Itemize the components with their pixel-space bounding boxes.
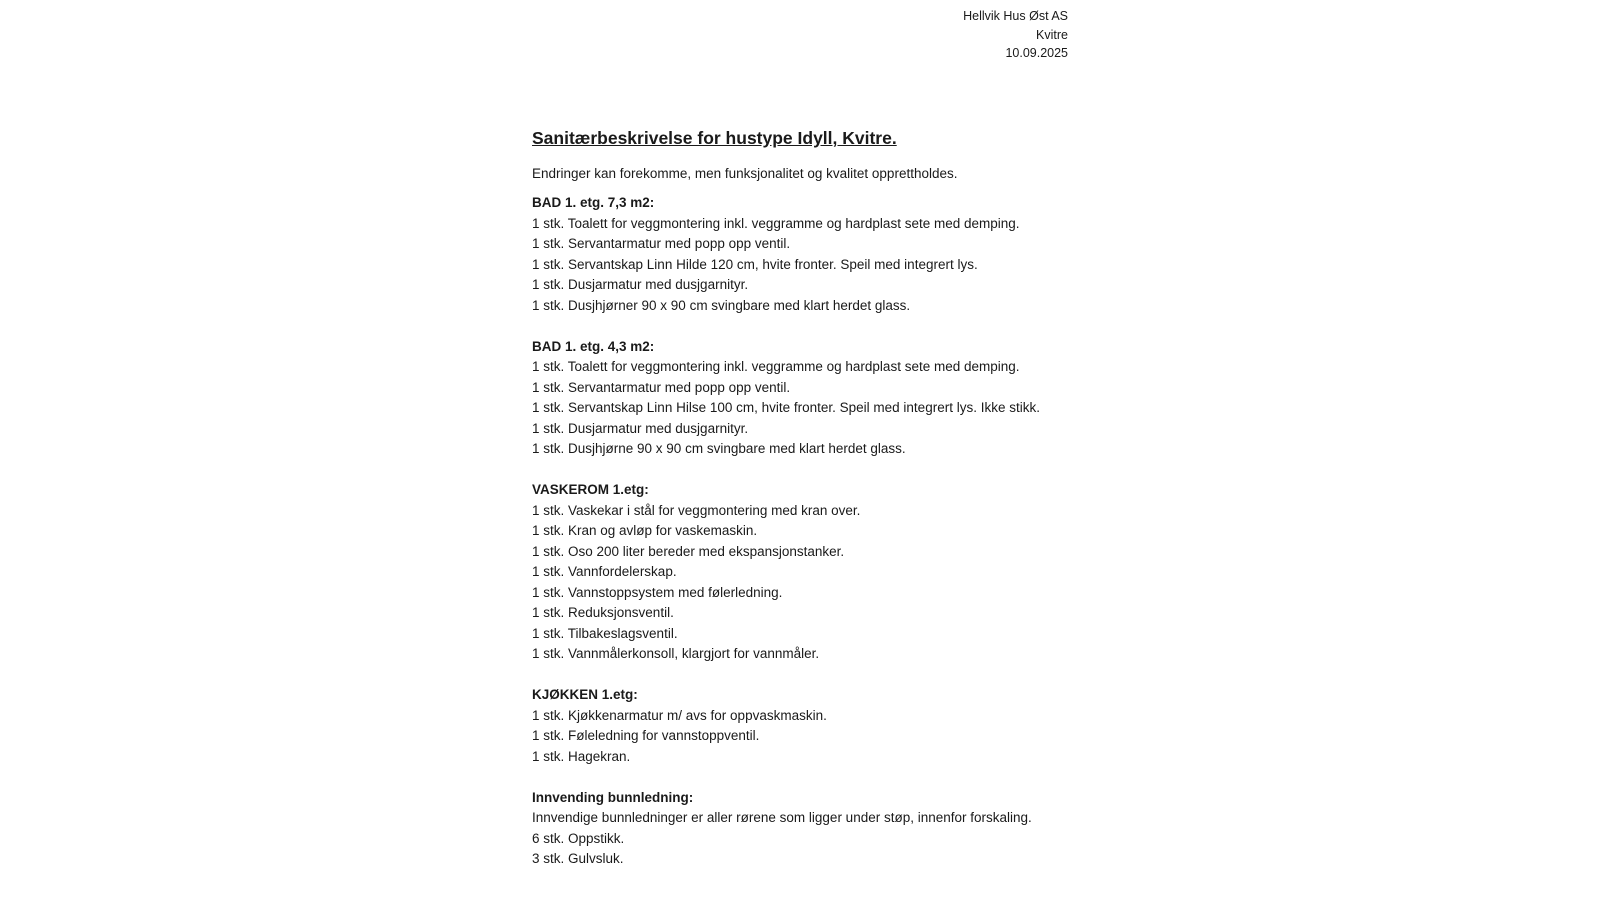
- section-bad-4-3: [532, 337, 1092, 460]
- list-item: 1 stk. Vaskekar i stål for veggmontering med kran over.: [532, 502, 861, 518]
- list-item: 1 stk. Vannmålerkonsoll, klargjort for vannmåler.: [532, 646, 820, 661]
- project-name: Kvitre: [1036, 27, 1068, 42]
- list-item: 6 stk. Oppstikk.: [532, 830, 625, 846]
- section-kjokken: [532, 685, 1092, 767]
- section-bunnledning: [532, 788, 1092, 870]
- document-title: Sanitærbeskrivelse for hustype Idyll, Kvitre.: [532, 128, 897, 148]
- letterhead: [963, 7, 1068, 63]
- section-heading: Innvending bunnledning:: [532, 789, 694, 805]
- company-name: Hellvik Hus Øst AS: [963, 9, 1068, 23]
- section-heading: VASKEROM 1.etg:: [532, 482, 649, 497]
- list-item: 1 stk. Reduksjonsventil.: [532, 605, 674, 620]
- list-item: 1 stk. Dusjarmatur med dusjgarnityr.: [532, 420, 749, 436]
- section-heading: BAD 1. etg. 4,3 m2:: [532, 338, 655, 354]
- list-item: 1 stk. Dusjhjørner 90 x 90 cm svingbare med klart herdet glass.: [532, 297, 911, 313]
- list-item: 1 stk. Tilbakeslagsventil.: [532, 625, 678, 641]
- list-item: 1 stk. Vannstoppsystem med følerledning.: [532, 584, 783, 600]
- list-item: 1 stk. Servantskap Linn Hilde 120 cm, hvite fronter. Speil med integrert lys.: [532, 256, 978, 272]
- list-item: 1 stk. Oso 200 liter bereder med ekspansjonstanker.: [532, 543, 845, 559]
- list-item: 1 stk. Kjøkkenarmatur m/ avs for oppvaskmaskin.: [532, 707, 827, 723]
- list-item: 3 stk. Gulvsluk.: [532, 851, 624, 866]
- section-heading: KJØKKEN 1.etg:: [532, 687, 638, 702]
- list-item: 1 stk. Toalett for veggmontering inkl. veggramme og hardplast sete med demping.: [532, 215, 1020, 231]
- section-bad-7-3: [532, 193, 1092, 316]
- section-heading: BAD 1. etg. 7,3 m2:: [532, 195, 655, 210]
- section-vaskerom: [532, 480, 1092, 665]
- list-item: 1 stk. Føleledning for vannstoppventil.: [532, 728, 760, 743]
- list-item: 1 stk. Hagekran.: [532, 748, 631, 764]
- list-item: 1 stk. Servantskap Linn Hilse 100 cm, hvite fronter. Speil med integrert lys. Ikke stikk.: [532, 400, 1040, 415]
- list-item: 1 stk. Servantarmatur med popp opp ventil.: [532, 236, 791, 251]
- intro-text: Endringer kan forekomme, men funksjonalitet og kvalitet opprettholdes.: [532, 166, 958, 181]
- list-item: 1 stk. Vannfordelerskap.: [532, 564, 677, 579]
- document-date: 10.09.2025: [1005, 46, 1068, 60]
- list-item: Innvendige bunnledninger er aller rørene som ligger under støp, innenfor forskaling.: [532, 810, 1032, 825]
- list-item: 1 stk. Dusjhjørne 90 x 90 cm svingbare med klart herdet glass.: [532, 441, 906, 456]
- list-item: 1 stk. Servantarmatur med popp opp ventil.: [532, 379, 791, 395]
- list-item: 1 stk. Dusjarmatur med dusjgarnityr.: [532, 277, 749, 292]
- list-item: 1 stk. Kran og avløp for vaskemaskin.: [532, 523, 758, 538]
- list-item: 1 stk. Toalett for veggmontering inkl. veggramme og hardplast sete med demping.: [532, 359, 1020, 374]
- document-body: [532, 126, 1092, 890]
